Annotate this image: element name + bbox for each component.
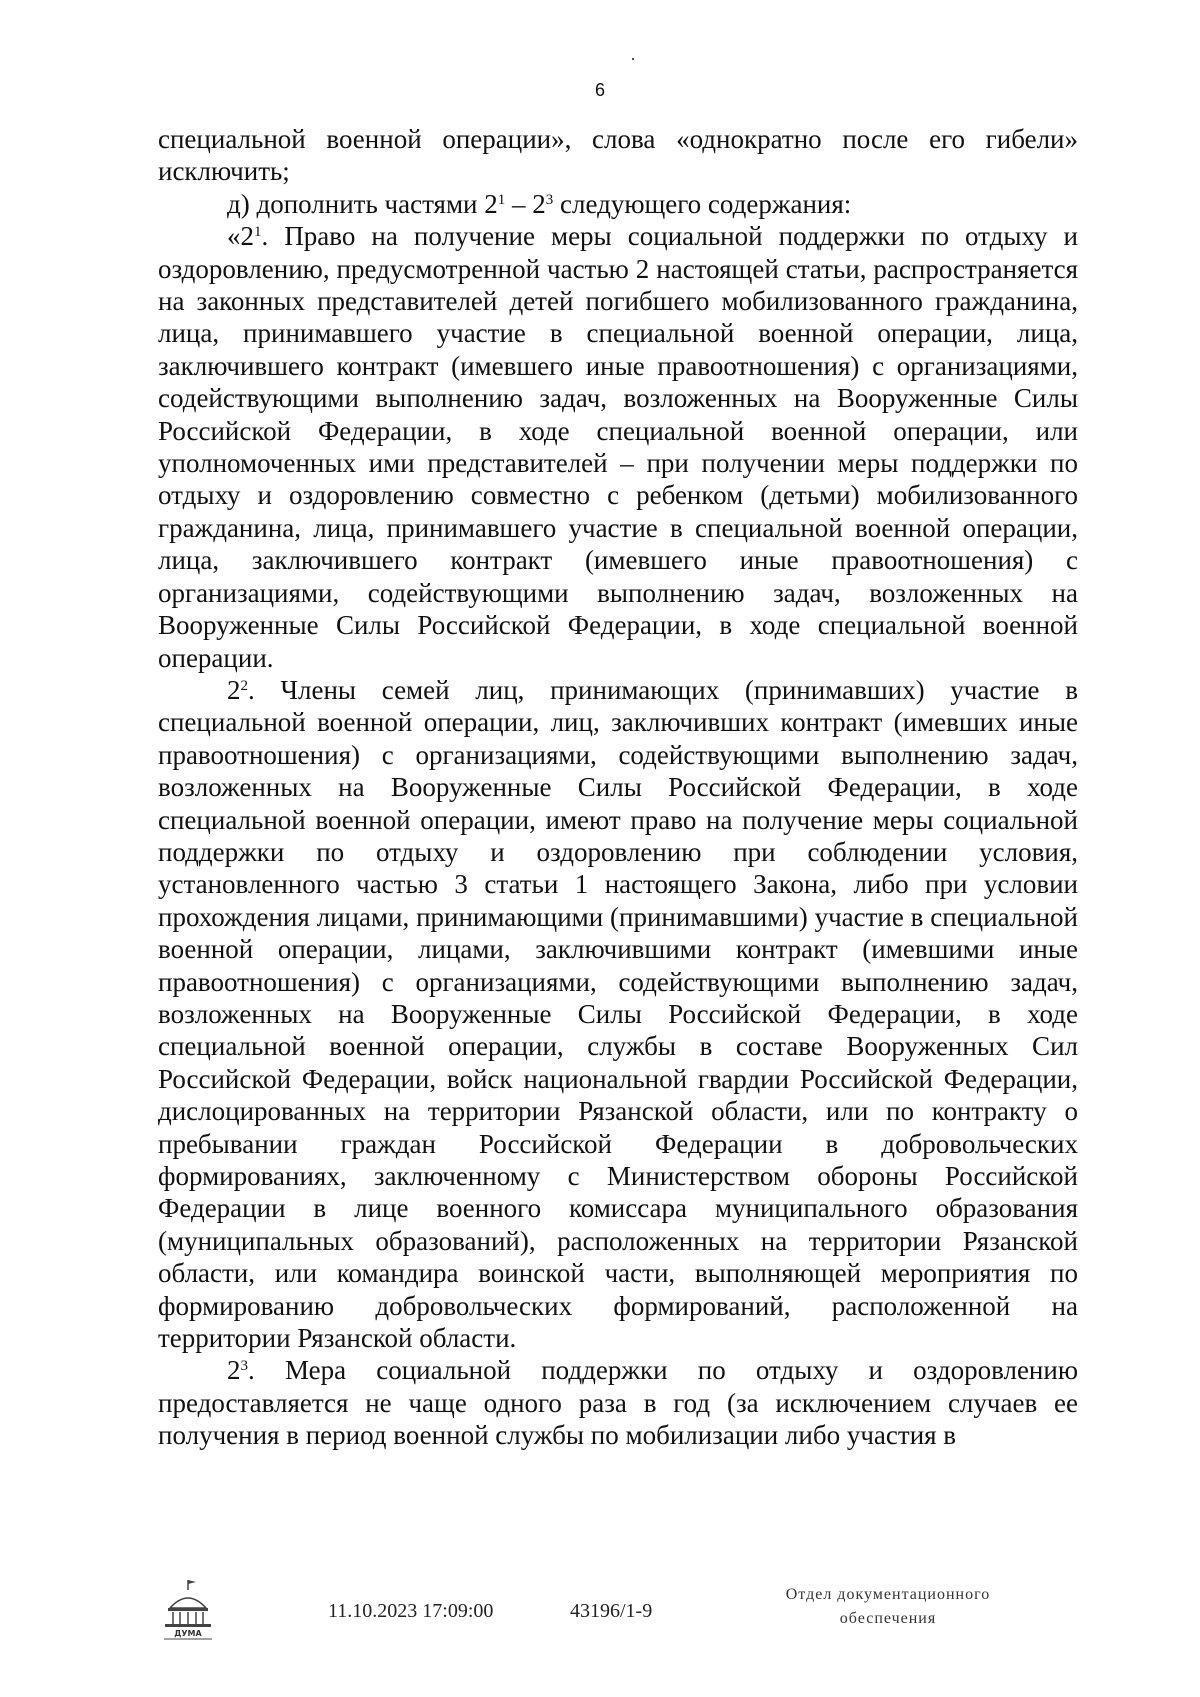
duma-logo-icon xyxy=(160,1578,216,1642)
department-stamp xyxy=(738,1583,1038,1631)
item-d-text-start: д) дополнить частями 2 xyxy=(227,188,498,219)
item-d-sup-2: 3 xyxy=(545,191,554,208)
part-2-1-text: . Право на получение меры социальной поддержки по отдыху и оздоровлению, предусмотренной частью 2 настоящей статьи, распространяется на законных представителей детей погибшего мобилизованного гражданина, лица, принимавшего участие в специальной военной операции, лица, заключившего контракт (имевшего иные правоотношения) с организациями, содействующими выполнению задач, возложенных на Вооруженные Силы Российской Федерации, в ходе специальной военной операции, или уполномоченных ими представителей – при получении меры поддержки по отдыху и оздоровлению совместно с ребенком (детьми) мобилизованного гражданина, лица, принимавшего участие в специальной военной операции, лица, заключившего контракт (имевшего иные правоотношения) с организациями, содействующими выполнению задач, возложенных на Вооруженные Силы Российской Федерации, в ходе специальной военной операции. xyxy=(158,221,1078,673)
footer-document-number: 43196/1-9 xyxy=(570,1600,653,1622)
item-d-sup-1: 1 xyxy=(497,191,506,208)
part-2-3-text: . Мера социальной поддержки по отдыху и оздоровлению предоставляется не чаще одного раза в год (за исключением случаев ее получения в период военной службы по мобилизации либо участия в xyxy=(158,1355,1078,1451)
department-line-2: обеспечения xyxy=(839,1610,937,1627)
logo-text: ДУМА xyxy=(174,1629,202,1638)
part-2-1-sup: 1 xyxy=(254,224,262,241)
paragraph-part-2-3 xyxy=(158,1354,1078,1451)
part-2-2-lead: 2 xyxy=(227,674,241,705)
paragraph-part-2-2 xyxy=(158,674,1078,1355)
part-2-3-sup: 3 xyxy=(240,1358,248,1375)
part-2-2-sup: 2 xyxy=(240,677,248,694)
paragraph-item-d xyxy=(158,188,1078,220)
page-number: 6 xyxy=(594,80,605,100)
scan-artifact xyxy=(632,58,634,60)
part-2-3-lead: 2 xyxy=(227,1355,241,1386)
paragraph-continuation: специальной военной операции», слова «однократно после его гибели» исключить; xyxy=(158,124,1078,187)
footer-timestamp: 11.10.2023 17:09:00 xyxy=(328,1600,494,1622)
item-d-text-mid: – 2 xyxy=(505,188,546,219)
document-body xyxy=(158,123,1078,1452)
department-line-1: Отдел документационного xyxy=(785,1586,991,1603)
paragraph-part-2-1 xyxy=(158,220,1078,674)
item-d-text-end: следующего содержания: xyxy=(553,188,852,219)
part-2-2-text: . Члены семей лиц, принимающих (принимавших) участие в специальной военной операции, лиц, заключивших контракт (имевших иные правоотношения) с организациями, содействующими выполнению задач, возложенных на Вооруженные Силы Российской Федерации, в ходе специальной военной операции, имеют право на получение меры социальной поддержки по отдыху и оздоровлению при соблюдении условия, установленного частью 3 статьи 1 настоящего Закона, либо при условии прохождения лицами, принимающими (принимавшими) участие в специальной военной операции, лицами, заключившими контракт (имевшими иные правоотношения) с организациями, содействующими выполнению задач, возложенных на Вооруженные Силы Российской Федерации, в ходе специальной военной операции, службы в составе Вооруженных Сил Российской Федерации, войск национальной гвардии Российской Федерации, дислоцированных на территории Рязанской области, или по контракту о пребывании граждан Российской Федерации в добровольческих формированиях, заключенному с Министерством обороны Российской Федерации в лице военного комиссара муниципального образования (муниципальных образований), расположенных на территории Рязанской области, или командира воинской части, выполняющей мероприятия по формированию добровольческих формирований, расположенной на территории Рязанской области. xyxy=(158,674,1078,1354)
part-2-1-lead: «2 xyxy=(227,221,254,252)
